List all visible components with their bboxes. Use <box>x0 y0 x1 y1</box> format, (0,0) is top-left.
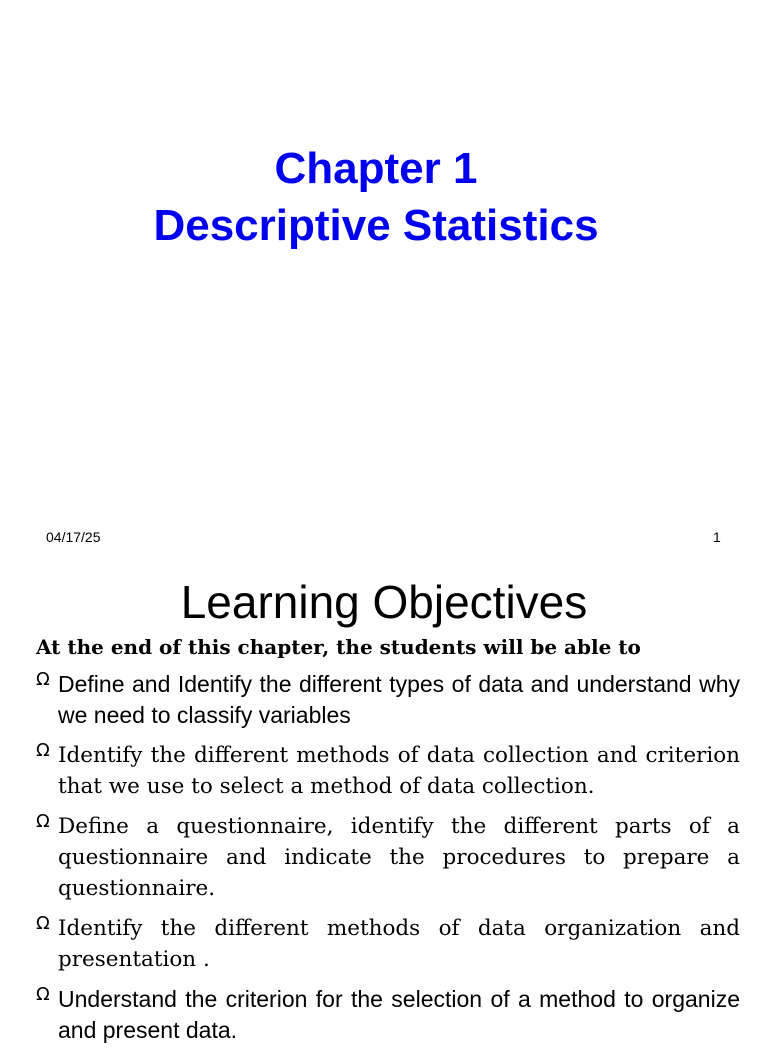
omega-bullet-icon: Ω <box>36 984 50 1005</box>
objective-text: Identify the different methods of data organization and presentation . <box>58 916 740 972</box>
objective-item <box>36 811 740 904</box>
objective-item <box>36 740 740 802</box>
slide-date: 04/17/25 <box>46 529 101 545</box>
chapter-number: Chapter 1 <box>274 144 478 193</box>
slide-number: 1 <box>713 529 721 545</box>
objective-text: Define and Identify the different types of data and understand why we need to classify variables <box>58 671 740 728</box>
objectives-list <box>36 669 740 1055</box>
omega-bullet-icon: Ω <box>36 811 50 832</box>
objective-item <box>36 669 740 731</box>
objective-text: Define a questionnaire, identify the different parts of a questionnaire and indicate the procedures to prepare a questionnaire. <box>58 814 740 901</box>
chapter-title: Descriptive Statistics <box>153 201 599 250</box>
objective-item <box>36 984 740 1046</box>
slide-title <box>0 140 752 254</box>
omega-bullet-icon: Ω <box>36 913 50 934</box>
objective-text: Understand the criterion for the selection of a method to organize and present data. <box>58 986 740 1043</box>
objective-text: Identify the different methods of data collection and criterion that we use to select a method of data collection. <box>58 743 740 799</box>
objectives-intro: At the end of this chapter, the students will be able to <box>36 635 641 659</box>
objective-item <box>36 913 740 975</box>
omega-bullet-icon: Ω <box>36 740 50 761</box>
omega-bullet-icon: Ω <box>36 669 50 690</box>
learning-objectives-heading: Learning Objectives <box>180 576 588 628</box>
